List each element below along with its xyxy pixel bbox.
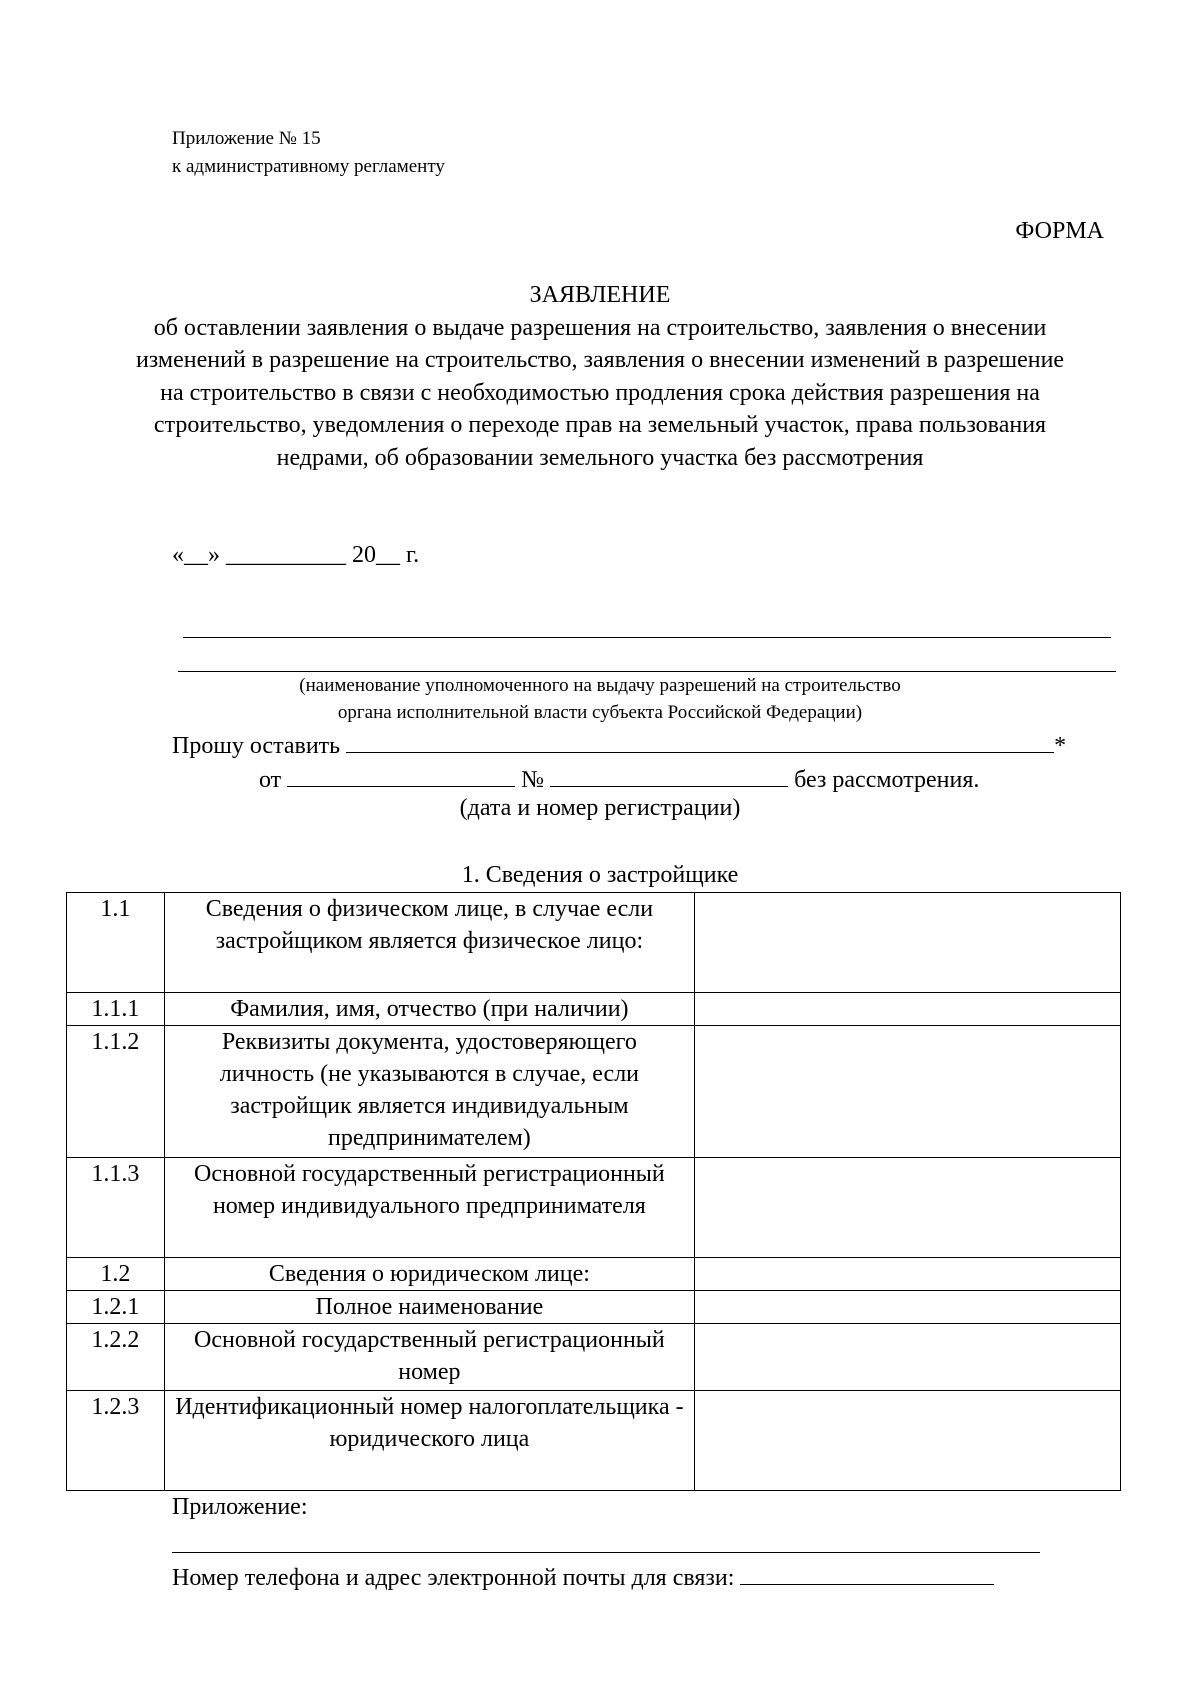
row-value-cell[interactable] — [694, 1324, 1120, 1391]
registration-line — [259, 762, 979, 794]
row-label: Основной государственный регистрационный номер — [164, 1324, 694, 1391]
row-value-cell[interactable] — [694, 1026, 1120, 1158]
row-value-cell[interactable] — [694, 1158, 1120, 1258]
table-row — [67, 1026, 1121, 1158]
row-number: 1.1 — [67, 893, 165, 993]
row-label: Фамилия, имя, отчество (при наличии) — [164, 993, 694, 1026]
table-row — [67, 1158, 1121, 1258]
row-label: Сведения о физическом лице, в случае если застройщиком является физическое лицо: — [164, 893, 694, 993]
registration-date-field[interactable] — [287, 762, 515, 787]
registration-caption: (дата и номер регистрации) — [459, 795, 741, 821]
section-title: 1. Сведения о застройщике — [461, 862, 739, 888]
request-prefix: Прошу оставить — [172, 733, 341, 759]
row-value-cell[interactable] — [694, 1291, 1120, 1324]
row-label: Реквизиты документа, удостоверяющего личность (не указываются в случае, если застройщик является индивидуальным предпринимателем) — [164, 1026, 694, 1158]
appendix-number: Приложение № 15 — [172, 128, 321, 149]
footnote-asterisk: * — [1054, 733, 1067, 759]
row-value-cell[interactable] — [694, 993, 1120, 1026]
row-label: Основной государственный регистрационный номер индивидуального предпринимателя — [164, 1158, 694, 1258]
table-row — [67, 993, 1121, 1026]
authority-caption-line-2: органа исполнительной власти субъекта Российской Федерации) — [337, 702, 863, 723]
row-value-cell[interactable] — [694, 893, 1120, 993]
row-number: 1.2 — [67, 1258, 165, 1291]
row-label: Полное наименование — [164, 1291, 694, 1324]
from-label: от — [259, 767, 282, 793]
table-row — [67, 1258, 1121, 1291]
row-label: Сведения о юридическом лице: — [164, 1258, 694, 1291]
row-label: Идентификационный номер налогоплательщика - юридического лица — [164, 1391, 694, 1491]
row-number: 1.1.3 — [67, 1158, 165, 1258]
form-label: ФОРМА — [1015, 218, 1104, 244]
row-number: 1.1.1 — [67, 993, 165, 1026]
contact-label: Номер телефона и адрес электронной почты для связи: — [172, 1565, 735, 1591]
registration-number-field[interactable] — [550, 762, 788, 787]
number-label: № — [521, 767, 545, 793]
table-row — [67, 1324, 1121, 1391]
table-row — [67, 893, 1121, 993]
request-document-field[interactable] — [346, 728, 1054, 753]
row-number: 1.1.2 — [67, 1026, 165, 1158]
authority-caption — [170, 672, 1030, 726]
table-row — [67, 1291, 1121, 1324]
row-value-cell[interactable] — [694, 1258, 1120, 1291]
date-field[interactable]: «__» __________ 20__ г. — [172, 542, 420, 568]
appendix-reference — [172, 125, 445, 181]
row-number: 1.2.2 — [67, 1324, 165, 1391]
row-number: 1.2.1 — [67, 1291, 165, 1324]
attachments-field[interactable] — [172, 1552, 1040, 1553]
row-value-cell[interactable] — [694, 1391, 1120, 1491]
without-review-label: без рассмотрения. — [794, 767, 980, 793]
table-row — [67, 1391, 1121, 1491]
title-subtitle: об оставлении заявления о выдаче разрешения на строительство, заявления о внесении изменений в разрешение на строительство, заявления о внесении изменений в разрешение на строительство в связи с необходимостью продления срока действия разрешения на строительство, уведомления о переходе прав на земельный участок, права пользования недрами, об образовании земельного участка без рассмотрения — [135, 314, 1065, 471]
contact-line — [172, 1560, 994, 1592]
contact-field[interactable] — [740, 1560, 994, 1585]
authority-name-line-1[interactable] — [183, 637, 1111, 638]
authority-caption-line-1: (наименование уполномоченного на выдачу разрешений на строительство — [299, 675, 901, 696]
developer-info-table — [66, 892, 1121, 1491]
row-number: 1.2.3 — [67, 1391, 165, 1491]
document-title — [130, 279, 1070, 474]
appendix-regulation: к административному регламенту — [172, 156, 445, 177]
request-line — [172, 728, 1066, 760]
attachments-label: Приложение: — [172, 1494, 308, 1520]
title-heading: ЗАЯВЛЕНИЕ — [529, 282, 671, 308]
